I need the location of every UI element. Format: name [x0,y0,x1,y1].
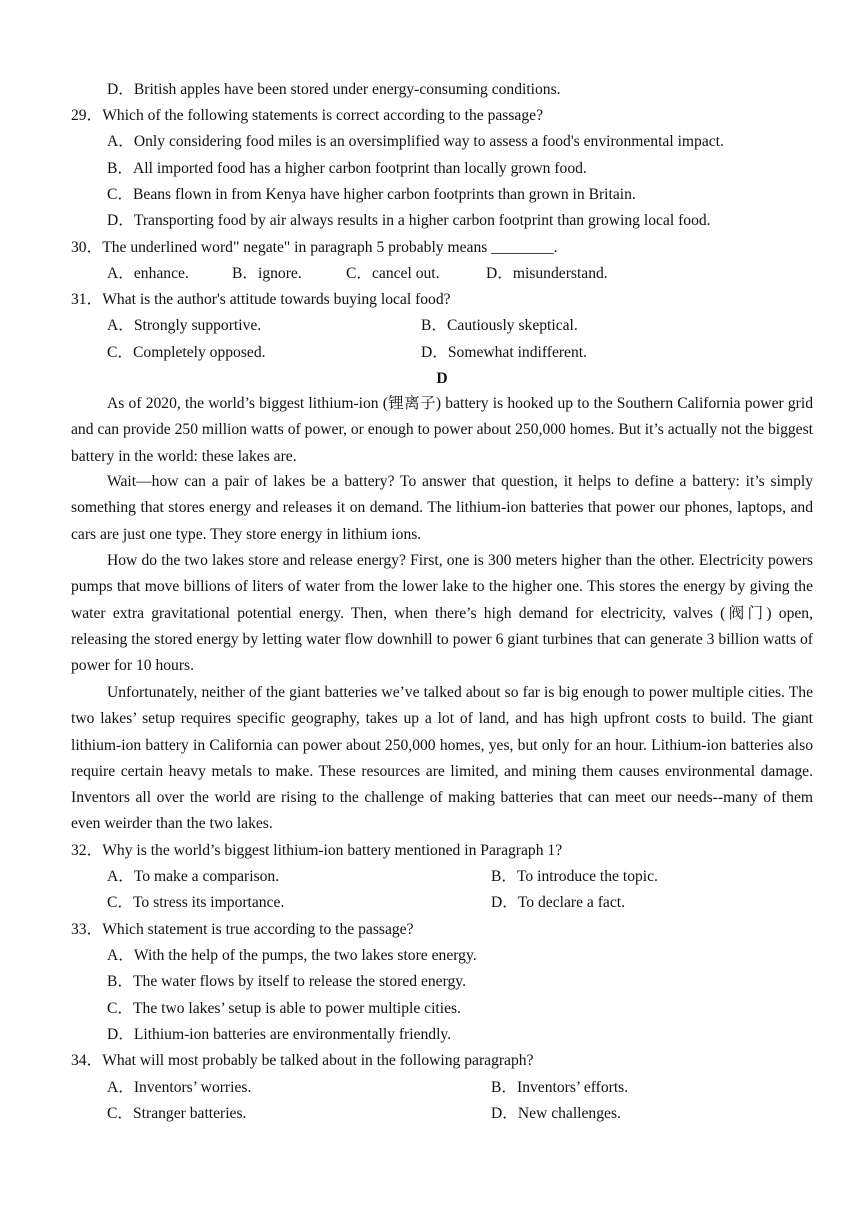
q30-stem: 30．The underlined word" negate" in paragraph 5 probably means ________. [71,239,558,256]
q29-option-a: A．Only considering food miles is an oversimplified way to assess a food's environmental impact. [107,133,724,150]
q33-option-b: B．The water flows by itself to release the stored energy. [107,973,466,990]
passage-paragraph-1: As of 2020, the world’s biggest lithium-ion (锂离子) battery is hooked up to the Southern California power grid and can provide 250 million watts of power, or enough to power about 250,000 homes. But it’s actually not the biggest battery in the world: these lakes are. [71,395,813,465]
section-heading: D [436,370,448,387]
q31-option-a: A．Strongly supportive. [107,317,262,334]
q29-option-c: C．Beans flown in from Kenya have higher carbon footprints than grown in Britain. [107,186,636,203]
q30-option-c: C．cancel out. [346,265,440,282]
q30-option-d: D．misunderstand. [486,265,608,282]
q33-option-d: D．Lithium-ion batteries are environmentally friendly. [107,1026,452,1043]
q34-option-a: A．Inventors’ worries. [107,1079,252,1096]
q32-option-a: A．To make a comparison. [107,868,280,885]
q32-option-d: D．To declare a fact. [491,894,625,911]
q31-option-b: B．Cautiously skeptical. [421,317,578,334]
q28-option-d: D．British apples have been stored under energy-consuming conditions. [107,81,561,98]
q30-option-b: B．ignore. [232,265,302,282]
q29-option-b: B．All imported food has a higher carbon footprint than locally grown food. [107,160,587,177]
q31-stem: 31．What is the author's attitude towards buying local food? [71,291,451,308]
q34-stem: 34．What will most probably be talked about in the following paragraph? [71,1052,534,1069]
q29-stem: 29．Which of the following statements is correct according to the passage? [71,107,543,124]
q32-option-b: B．To introduce the topic. [491,868,658,885]
q34-option-c: C．Stranger batteries. [107,1105,247,1122]
q31-option-c: C．Completely opposed. [107,344,266,361]
q33-option-c: C．The two lakes’ setup is able to power multiple cities. [107,1000,461,1017]
q33-stem: 33．Which statement is true according to the passage? [71,921,414,938]
passage-paragraph-2: Wait—how can a pair of lakes be a battery? To answer that question, it helps to define a battery: it’s simply something that stores energy and releases it on demand. The lithium-ion batteries that power our phones, laptops, and cars are just one type. They store energy in lithium ions. [71,473,813,543]
passage-paragraph-4: Unfortunately, neither of the giant batteries we’ve talked about so far is big enough to power multiple cities. The two lakes’ setup requires specific geography, takes up a lot of land, and has high upfront costs to build. The giant lithium-ion battery in California can power about 250,000 homes, yes, but only for an hour. Lithium-ion batteries also require certain heavy metals to make. These resources are limited, and mining them causes environmental damage. Inventors all over the world are rising to the challenge of making batteries that can meet our needs--many of them even weirder than the two lakes. [71,684,813,833]
q30-option-a: A．enhance. [107,265,189,282]
q33-option-a: A．With the help of the pumps, the two lakes store energy. [107,947,477,964]
q32-option-c: C．To stress its importance. [107,894,285,911]
q32-stem: 32．Why is the world’s biggest lithium-ion battery mentioned in Paragraph 1? [71,842,563,859]
q34-option-b: B．Inventors’ efforts. [491,1079,629,1096]
q34-option-d: D．New challenges. [491,1105,621,1122]
q29-option-d: D．Transporting food by air always results in a higher carbon footprint than growing local food. [107,212,711,229]
passage-paragraph-3: How do the two lakes store and release energy? First, one is 300 meters higher than the other. Electricity powers pumps that move billions of liters of water from the lower lake to the higher one. This stores the energy by giving the water extra gravitational potential energy. Then, when there’s high demand for electricity, valves (阀门) open, releasing the stored energy by letting water flow downhill to power 6 giant turbines that can generate 3 billion watts of power for 10 hours. [71,552,813,675]
q31-option-d: D．Somewhat indifferent. [421,344,588,361]
